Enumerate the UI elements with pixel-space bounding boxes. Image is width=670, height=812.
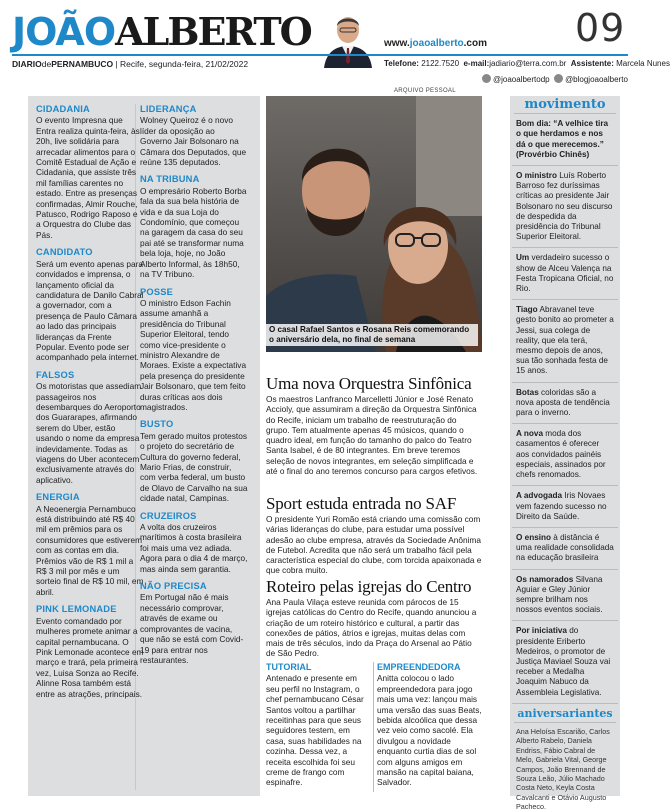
instagram-handle[interactable]: @joaoalbertodp xyxy=(493,75,550,84)
note-title: PINK LEMONADE xyxy=(36,604,117,615)
note-body: Evento comandado por mulheres promete animar a capital pernambucana. O Pink Lemonade acontece em março e trará, pela primeira vez, Luisa Sonza ao Recife. Alinne Rosa também está entre as atrações, principais. xyxy=(36,615,144,699)
movimento-item xyxy=(512,119,618,166)
note-title: EMPREENDEDORA xyxy=(377,662,461,672)
note-section xyxy=(36,370,144,485)
portrait-image xyxy=(320,6,376,68)
article-title: Uma nova Orquestra Sinfônica xyxy=(266,374,472,393)
note-title: FALSOS xyxy=(36,369,75,380)
item-lead: Botas xyxy=(516,387,539,397)
note-body: Wolney Queiroz é o novo líder da oposição ao Governo Jair Bolsonaro na Câmara dos Deputados, que reúne 135 deputados. xyxy=(140,115,247,168)
notes-column-1 xyxy=(36,104,144,706)
birthdays-title: aniversariantes xyxy=(514,709,616,723)
item-text: moda dos casamentos é oferecer aos convidados painéis especiais, assinados por chefs renomados. xyxy=(516,429,606,480)
note-section xyxy=(36,104,144,240)
article-body: Os maestros Lanfranco Marcelletti Júnior e José Renato Accioly, que assumiram a direção da Orquestra Sinfônica do Recife, iniciam um trabalho de reestruturação do grupo. Tem atualmente apenas 45 músicos, quando o quadro ideal, em função do tamanho do palco do Teatro Santa Isabel, é de 80 integrantes. Em breve teremos seleção de novos integrantes, em seleção simplificada e até o final do ano teremos concurso para cargos efetivos. xyxy=(266,394,478,477)
note-section xyxy=(140,581,248,665)
movimento-item xyxy=(512,491,618,528)
note-title: NA TRIBUNA xyxy=(140,174,200,185)
brand-second: ALBERTO xyxy=(115,9,311,54)
note-section xyxy=(36,247,144,362)
subcolumn-divider xyxy=(373,662,374,792)
note-section xyxy=(140,419,248,503)
movimento-item xyxy=(512,533,618,570)
item-lead: A advogada xyxy=(516,491,563,501)
note-title: ENERGIA xyxy=(36,492,80,503)
movimento-title: movimento xyxy=(514,96,616,114)
instagram-icon xyxy=(482,74,491,83)
photo-image xyxy=(266,96,482,352)
item-lead: A nova xyxy=(516,429,543,439)
photo-credit: ARQUIVO PESSOAL xyxy=(394,88,456,94)
item-text: coloridas são a nova aposta de tendência para o inverno. xyxy=(516,387,610,418)
movimento-item xyxy=(512,171,618,248)
item-text: verdadeiro sucesso o show de Alceu Valença na Festa Tropicana Oficial, no Rio. xyxy=(516,253,614,294)
note-body: O evento Impresna que Entra realiza quinta-feira, às 20h, live solidária para arrecadar alimentos para o Comitê Estadual de Ação e Cidadania, que assiste três mil famílias carentes no estado. Entre as presenças confirmadas, Almir Rouche, Patusco, Rodrigo Raposo e a Orquestra do Clube das Pás. xyxy=(36,115,140,240)
note-body: Em Portugal não é mais necessário comprovar, através de exame ou comprovantes de vacina, que não se está com Covid-19 para entrar nos restaurantes. xyxy=(140,592,244,665)
note-section xyxy=(36,604,144,699)
masthead xyxy=(0,0,670,90)
note-title: NÃO PRECISA xyxy=(140,581,207,592)
article-orquestra xyxy=(266,374,482,476)
couple-photo xyxy=(266,96,482,352)
columnist-portrait xyxy=(320,6,376,68)
note-section xyxy=(36,492,144,597)
note-body: Anitta colocou o lado empreendedora para jogo mais uma vez: lançou mais uma versão das suas Beats, bebida alcoólica que dessa vez veio como sacolé. Ela divulgou a novidade enquanto curtia dias de sol com alguns amigos em mansão na capital baiana, Salvador. xyxy=(377,673,482,788)
item-text: Iris Novaes vem fazendo sucesso no Direito da Saúde. xyxy=(516,491,607,521)
note-title: BUSTO xyxy=(140,419,174,430)
item-lead: Por iniciativa xyxy=(516,626,567,636)
movimento-item xyxy=(512,626,618,703)
note-section xyxy=(140,511,248,574)
note-section xyxy=(140,287,248,413)
note-title: CRUZEIROS xyxy=(140,510,197,521)
item-text: do presidente Eriberto Medeiros, o promotor de Justiça Maviael Souza vai receber a Medalha Joaquim Nabuco da Assembleia Legislativa. xyxy=(516,626,611,697)
notes-column-2 xyxy=(140,104,248,672)
page-number: 09 xyxy=(575,6,626,50)
email-link[interactable]: jadiario@terra.com.br xyxy=(489,59,567,68)
item-text: Abravanel teve gesto bonito ao prometer a Jessi, sua colega de reality, que ela terá, mesmo depois de anos, sua tão sonhada festa de 15 anos. xyxy=(516,305,614,376)
item-lead: Os namorados xyxy=(516,574,574,584)
blog-icon xyxy=(554,74,563,83)
note-title: POSSE xyxy=(140,286,174,297)
note-section xyxy=(140,174,248,279)
item-text: Silvana Aguiar e Gley Júnior sempre brilham nos nossos eventos sociais. xyxy=(516,574,603,615)
social-handles xyxy=(482,74,628,84)
item-lead: Tiago xyxy=(516,305,538,315)
note-tutorial xyxy=(266,662,371,788)
birthdays-list: Ana Heloísa Escarião, Carlos Alberto Rabelo, Daniela Endriss, Fábio Cabral de Melo, Gabriela Vital, George Campos, João Brennand de Souza Leão, Júlio Machado Costa Neto, Keyla Costa Cavalcanti e Otávio Augusto Pacheco. xyxy=(516,726,610,812)
note-body: A Neoenergia Pernambuco está distribuindo até R$ 40 mil em prêmios para os consumidores que estiverem com as contas em dia. Prêmios vão de R$ 1 mil a R$ 3 mil por mês e um sorteio final de R$ 10 mil, em abril. xyxy=(36,503,144,597)
note-empreendedora xyxy=(377,662,482,788)
item-text: à distância é uma realidade consolidada na educação brasileira xyxy=(516,532,614,563)
dateline: DIARIOdePERNAMBUCO | Recife, segunda-feira, 21/02/2022 xyxy=(12,59,249,69)
article-title: Sport estuda entrada no SAF xyxy=(266,494,457,513)
note-body: Antenado e presente em seu perfil no Instagram, o chef pernambucano César Santos voltou a partilhar receitinhas para que seus seguidores testem, em casa, suas habilidades na cozinha. Dessa vez, a receita escolhida foi seu creme de frango com espinafre. xyxy=(266,673,364,788)
column-title xyxy=(12,9,311,54)
movimento-item xyxy=(512,305,618,382)
photo-caption: O casal Rafael Santos e Rosana Reis comemorando o aniversário dela, no final de semana xyxy=(266,324,478,346)
note-title: TUTORIAL xyxy=(266,662,312,672)
article-sport xyxy=(266,494,482,576)
note-title: LIDERANÇA xyxy=(140,104,197,114)
brand-first: JOÃO xyxy=(12,10,116,54)
blog-handle[interactable]: @blogjoaoalberto xyxy=(565,75,628,84)
movimento-items xyxy=(512,119,618,704)
item-text: “A velhice tira o que herdamos e nos dá o que merecemos.” (Provérbio Chinês) xyxy=(516,119,609,159)
note-body: O empresário Roberto Borba fala da sua bela história de vida e da sua Loja do Condomínio, que começou na garagem da casa do seu pai até se transformar numa bela loja, hoje, no João Alberto Informal, às 18h50, na TV Tribuno. xyxy=(140,185,247,280)
contact-info: Telefone: 2122.7520 e-mail:jadiario@terra.com.br Assistente: Marcela Nunes xyxy=(384,59,670,68)
movimento-item xyxy=(512,388,618,425)
note-title: CANDIDATO xyxy=(36,247,93,258)
note-body: Será um evento apenas para convidados e imprensa, o lançamento oficial da candidatura de Danilo Cabral a governador, com a presença de Paulo Câmara ao lado das principais lideranças da Frente Popular. Evento pode ser acompanhado pela internet. xyxy=(36,258,144,363)
website-link[interactable]: www.joaoalberto.com xyxy=(384,38,487,49)
note-body: Tem gerado muitos protestos o projeto do secretário de Cultura do governo federal, Mario Frias, de construir, com verba federal, um busto de Olavo de Carvalho na sua cidade natal, Campinas. xyxy=(140,430,248,504)
note-title: CIDADANIA xyxy=(36,104,90,114)
article-body: Ana Paula Vilaça esteve reunida com párocos de 15 igrejas católicas do Centro do Recife, quando anunciou a criação de um roteiro histórico e cultural, a partir das conexões de pátios, átrios e igrejas, muitas delas com mais de três séculos, indo da Praça do Arsenal ao Pátio de São Pedro. xyxy=(266,597,477,659)
movimento-item xyxy=(512,575,618,622)
item-lead: Bom dia: xyxy=(516,119,552,129)
note-section xyxy=(140,104,248,167)
item-lead: O ministro xyxy=(516,171,557,181)
note-body: O ministro Edson Fachin assume amanhã a presidência do Tribunal Superior Eleitoral, tendo como vice-presidente o ministro Alexandre de Moraes. Existe a expectativa pela presença do presidente Jair Bolsonaro, que tem feito duras críticas aos dois magistrados. xyxy=(140,297,247,412)
note-body: Os motoristas que assediam passageiros nos desembarques do Aeroporto dos Guararapes, afirmando serem do Uber, estão usando o nome da empresa indevidamente. Todas as viagens do Uber acontecem exclusivamente através do aplicativo. xyxy=(36,381,142,485)
item-lead: Um xyxy=(516,253,530,263)
movimento-column xyxy=(512,96,618,812)
note-body: A volta dos cruzeiros marítimos à costa brasileira foi mais uma vez adiada. Agora para o dia 4 de março, mas ainda sem garantia. xyxy=(140,522,248,574)
article-body: O presidente Yuri Romão está criando uma comissão com várias lideranças do clube, para estudar uma possível adesão ao clube empresa, através da Sociedade Anônima de Futebol. Acredita que não será um trabalho fácil pela característica especial do clube, com torcida apaixonada e que cobra muito. xyxy=(266,514,482,576)
item-text: Luís Roberto Barroso fez duríssimas críticas ao presidente Jair Bolsonaro no seu discurso de despedida da presidência do Tribunal Superior Eleitoral. xyxy=(516,171,613,242)
article-title: Roteiro pelas igrejas do Centro xyxy=(266,577,472,596)
item-lead: O ensino xyxy=(516,532,552,542)
movimento-item xyxy=(512,253,618,300)
article-roteiro xyxy=(266,577,482,659)
movimento-item xyxy=(512,429,618,486)
header-rule xyxy=(12,54,628,56)
